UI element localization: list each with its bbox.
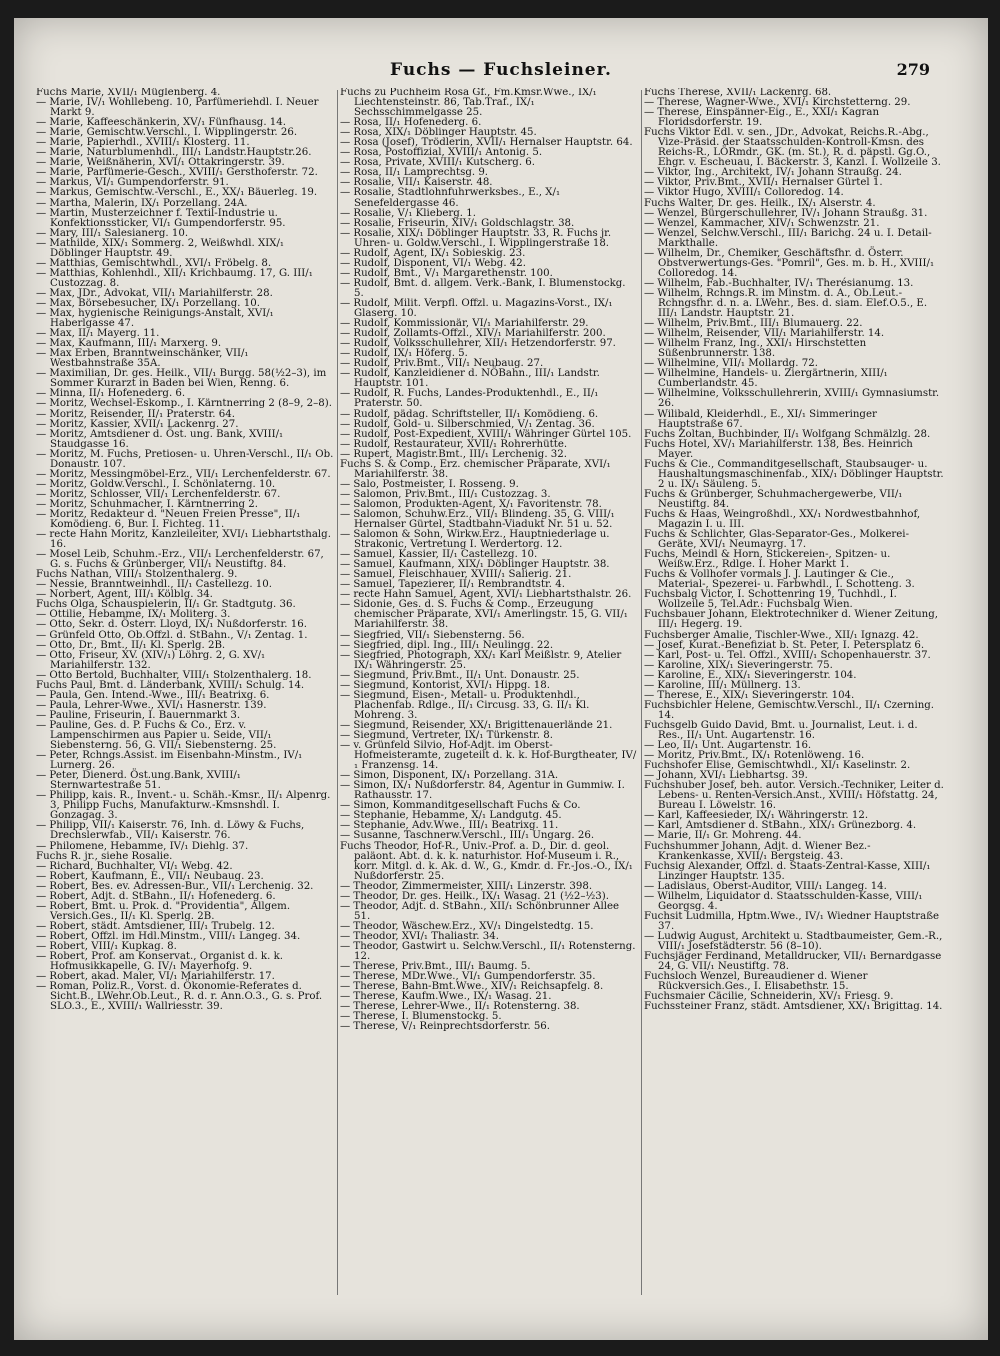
directory-entry: — Stephanie, Hebamme, X/₁ Landgutg. 45. (340, 810, 562, 822)
directory-entry: — Rosa (Josef), Trödlerin, XVII/₁ Hernalser Hauptstr. 64. (340, 137, 633, 149)
directory-entry: — Rosa, II/₁ Lamprechtsg. 9. (340, 167, 489, 179)
directory-entry: — Josef, Kurat.-Benefiziat b. St. Peter, I. Petersplatz 6. (644, 639, 925, 651)
directory-entry: — Matthias, Gemischtwhdl., XVI/₁ Fröbelg. 8. (36, 257, 272, 269)
column-left (36, 88, 334, 1328)
directory-entry: — Robert, Kaufmann, E., VII/₁ Neubaug. 23. (36, 870, 264, 882)
directory-entry: Fuchs & Grünberger, Schuhmachergewerbe, VII/₁ Neustiftg. 84. (644, 488, 903, 510)
directory-entry: — Siegfried, dipl. Ing., III/₁ Neulingg. 22. (340, 639, 554, 651)
directory-entry: — Siegmund, Kontorist, XVI/₁ Hippg. 18. (340, 679, 550, 691)
directory-entry: — Maximilian, Dr. ges. Heilk., VII/₁ Burgg. 58(½2–3), im Sommer Kurarzt in Baden bei Wien, Renng. 6. (36, 368, 327, 390)
directory-entry: — Viktor, Ing., Architekt, IV/₁ Johann Straußg. 24. (644, 167, 902, 179)
directory-entry: — Wilhelmine, Handels- u. Ziergärtnerin, XIII/₁ Cumberlandstr. 45. (644, 368, 888, 390)
directory-entry: — Marie, Weißnäherin, XVI/₁ Ottakringerstr. 39. (36, 157, 285, 169)
directory-entry: — Salomon, Priv.Bmt., III/₁ Custozzag. 3. (340, 488, 551, 500)
directory-entry: — Theodor, Adjt. d. StBahn., XII/₁ Schönbrunner Allee 51. (340, 900, 620, 922)
directory-entry: Fuchsberger Amalie, Tischler-Wwe., XII/₁ Ignazg. 42. (644, 629, 919, 641)
directory-entry: — Rosalie, V/₁ Klieberg. 1. (340, 207, 476, 219)
directory-entry: Fuchsit Ludmilla, Hptm.Wwe., IV/₁ Wiedner Hauptstraße 37. (644, 910, 940, 932)
directory-entry: Fuchs & Vollhofer vormals J. J. Lautinger & Cie., Material-, Spezerei- u. Farbwhdl., I. Schotteng. 3. (644, 569, 915, 591)
directory-entry: — Rudolf, Priv.Bmt., VII/₁ Neubaug. 27. (340, 358, 544, 370)
directory-entry: Fuchsbalg Victor, I. Schottenring 19, Tuchhdl., I. Wollzeile 5, Tel.Adr.: Fuchsbalg Wien. (644, 589, 897, 611)
directory-entry: — Siegmund, Reisender, XX/₁ Brigittenauerlände 21. (340, 719, 613, 731)
directory-entry: — Rudolf, Bmt., V/₁ Margarethenstr. 100. (340, 267, 553, 279)
directory-entry: — Therese, V/₁ Reinprechtsdorferstr. 56. (340, 1021, 551, 1033)
directory-entry: Fuchshummer Johann, Adjt. d. Wiener Bez.-Krankenkasse, XVII/₁ Bergsteig. 43. (644, 840, 871, 862)
directory-entry: Fuchs zu Puchheim Rosa Gf., Fm.Kmsr.Wwe., IX/₁ Liechtensteinstr. 86, Tab.Traf., IX/₁ Sechsschimmelgasse 25. (340, 88, 597, 119)
directory-entry: — Pauline, Friseurin, I. Bauernmarkt 3. (36, 709, 241, 721)
directory-entry: — Marie, Gemischtw.Verschl., I. Wipplingerstr. 26. (36, 127, 298, 139)
directory-entry: — Richard, Buchhalter, VI/₁ Webg. 42. (36, 860, 233, 872)
directory-entry: Fuchs Viktor Edl. v. sen., JDr., Advokat, Reichs.R.-Abg., Vize-Präsid. der Staatsschulden-Kontroll-Kmsn. des Reichs-R., LÖRmdr., GK. (m. St.), R. d. päpstl. Gg.O., Ehgr. v. Escheuau, I. Bäckerstr. 3, Kanzl. I. Wollzeile 3. (644, 127, 941, 169)
directory-entry: — Max, JDr., Advokat, VII/₁ Mariahilferstr. 28. (36, 287, 273, 299)
directory-entry: — Rudolf, Gold- u. Silberschmied, V/₁ Zentag. 36. (340, 418, 595, 430)
directory-entry: — Salomon & Sohn, Wirkw.Erz., Hauptniederlage u. Strakonic, Vertretung I. Werdertorg. 12. (340, 529, 610, 551)
directory-entry: — Samuel, Tapezierer, II/₁ Rembrandtstr. 4. (340, 579, 565, 591)
directory-entry: — Wilhelm, Liquidator d. Staatsschulden-Kasse, VIII/₁ Georgsg. 4. (644, 890, 923, 912)
directory-entry: — Rudolf, Volksschullehrer, XII/₁ Hetzendorferstr. 97. (340, 338, 616, 350)
directory-entry: — Theodor, Gastwirt u. Selchw.Verschl., II/₁ Rotensterng. 12. (340, 940, 636, 963)
directory-entry: — Siegmund, Vertreter, IX/₁ Türkenstr. 8. (340, 730, 553, 741)
directory-entry: — Rudolf, Restaurateur, XVII/₁ Rohrerhütte. (340, 438, 568, 450)
directory-entry: — Moritz, Kassier, XVII/₁ Lackenrg. 27. (36, 418, 239, 430)
directory-entry: Fuchsgelb Guido David, Bmt. u. Journalist, Leut. i. d. Res., II/₁ Unt. Augartenstr. 16. (644, 719, 918, 741)
directory-entry: — Therese, I. Blumenstockg. 5. (340, 1011, 502, 1023)
directory-entry: — Susanne, Taschnerw.Verschl., III/₁ Ungarg. 26. (340, 830, 595, 842)
directory-entry: — Paula, Lehrer-Wwe., XVI/₁ Hasnerstr. 139. (36, 699, 267, 711)
directory-entry: — Rudolf, Zollamts-Offzl., XIV/₁ Mariahilferstr. 200. (340, 328, 606, 340)
directory-entry: — Salomon, Schuhw.Erz., VII/₁ Blindeng. 35, G. VIII/₁ Hernalser Gürtel, Stadtbahn-Viadukt Nr. 51 u. 52. (340, 508, 615, 531)
directory-entry: — Moritz, Reisender, II/₁ Praterstr. 64. (36, 408, 235, 420)
directory-entry: — Siegmund, Eisen-, Metall- u. Produktenhdl., Plachenfab. Rdlge., II/₁ Circusg. 33, G. II/₁ Kl. Mohreng. 3. (340, 689, 590, 721)
directory-entry: — Moritz, Wechsel-Eskomp., I. Kärntnerring 2 (8–9, 2–8). (36, 398, 332, 410)
directory-entry: Fuchs Therese, XVII/₁ Lackenrg. 68. (644, 88, 832, 98)
directory-entry: — Moritz, Priv.Bmt., IX/₁ Rotenlöweng. 16. (644, 750, 865, 762)
directory-entry: — Karoline, III/₁ Müllnerg. 13. (644, 679, 801, 691)
directory-entry: Fuchs, Meindl & Horn, Stickereien-, Spitzen- u. Weißw.Erz., Rdlge. I. Hoher Markt 1. (644, 549, 891, 571)
directory-entry: — Therese, Bahn-Bmt.Wwe., XIV/₁ Reichsapfelg. 8. (340, 981, 604, 993)
directory-entry: — Mosel Leib, Schuhm.-Erz., VII/₁ Lerchenfelderstr. 67, G. s. Fuchs & Grünberger, VII/₁ Neustiftg. 84. (36, 549, 324, 571)
directory-entry: — Simon, IX/₁ Nußdorferstr. 84, Agentur in Gummiw. I. Rathausstr. 17. (340, 780, 625, 802)
directory-entry: Fuchs Olga, Schauspielerin, II/₁ Gr. Stadtgutg. 36. (36, 599, 296, 611)
directory-entry: — Marie, Parfümerie-Gesch., XVIII/₁ Gersthoferstr. 72. (36, 167, 318, 179)
directory-entry: Fuchs Marie, XVII/₁ Müglenberg. 4. (36, 88, 221, 98)
directory-entry: — Samuel, Fleischhauer, XVIII/₁ Salierig. 21. (340, 569, 572, 581)
directory-entry: — Robert, Offzl. im Hdl.Minstm., VIII/₁ Langeg. 34. (36, 930, 301, 942)
page-header (14, 60, 988, 86)
column-divider (641, 90, 642, 1295)
directory-entry: — Ottilie, Hebamme, IX/₁ Moliterg. 3. (36, 609, 231, 621)
directory-entry: — recte Hahn Samuel, Agent, XVI/₁ Liebhartsthalstr. 26. (340, 589, 632, 601)
directory-entry: Fuchs Theodor, Hof-R., Univ.-Prof. a. D., Dir. d. geol. paläont. Abt. d. k. k. naturhistor. Hof-Museum i. R., korr. Mitgl. d. k. Ak. d. W., G., Kmdr. d. Fr.-Jos.-O., IX/₁ Nußdorferstr. 25. (340, 840, 633, 882)
directory-entry: — Marie, IV/₁ Wohllebeng. 10, Parfümeriehdl. I. Neuer Markt 9. (36, 97, 319, 119)
directory-entry: — Therese, Priv.Bmt., III/₁ Baumg. 5. (340, 961, 531, 973)
directory-entry: Fuchsig Alexander, Offzl. d. Staats-Zentral-Kasse, XIII/₁ Linzinger Hauptstr. 135. (644, 860, 931, 882)
directory-entry: Fuchs Zoltan, Buchbinder, II/₁ Wolfgang Schmälzlg. 28. (644, 428, 931, 440)
directory-entry: — Otto Bertold, Buchhalter, VIII/₁ Stolzenthalerg. 18. (36, 669, 312, 681)
directory-entry: — Rudolf, pädag. Schriftsteller, II/₁ Komödieng. 6. (340, 408, 599, 420)
directory-entry: — Karoline, XIX/₁ Sieveringerstr. 75. (644, 659, 833, 671)
directory-entry: — Paula, Gen. Intend.-Wwe., III/₁ Beatrixg. 6. (36, 689, 270, 701)
directory-entry: — Max, Börsebesucher, IX/₁ Porzellang. 10. (36, 297, 260, 309)
directory-entry: — Philipp, kais. R., Invent.- u. Schäh.-Kmsr., II/₁ Alpenrg. 3, Philipp Fuchs, Manufakturw.-Kmsnshdl. I. Gonzagag. 3. (36, 790, 331, 822)
directory-entry: — Philomene, Hebamme, IV/₁ Diehlg. 37. (36, 840, 249, 852)
column-right (644, 88, 944, 1328)
directory-entry: — Robert, städt. Amtsdiener, III/₁ Trubelg. 12. (36, 920, 275, 932)
directory-entry: — Moritz, M. Fuchs, Pretiosen- u. Uhren-Verschl., II/₁ Ob. Donaustr. 107. (36, 448, 334, 470)
directory-entry: — Samuel, Kaufmann, XIX/₁ Döblinger Hauptstr. 38. (340, 559, 610, 571)
directory-entry: — Rudolf, R. Fuchs, Landes-Produktenhdl., E., II/₁ Praterstr. 50. (340, 388, 599, 410)
directory-entry: — Wilhelm, Dr., Chemiker, Geschäftsfhr. d. Österr. Obstverwertungs-Ges. "Pomril", Ges. m. b. H., XVIII/₁ Colloredog. 14. (644, 247, 935, 279)
directory-entry: — Marie, Naturblumenhdl., III/₁ Landstr.Hauptstr.26. (36, 147, 312, 159)
running-head: Fuchs — Fuchsleiner. (390, 60, 612, 80)
directory-entry: — Minna, II/₁ Hofenederg. 6. (36, 388, 186, 400)
directory-entry: — Therese, Einspänner-Eig., E., XXI/₁ Kagran Floridsdorferstr. 19. (644, 107, 880, 129)
directory-entry: — Rudolf, Kanzleidiener d. NÖBahn., III/₁ Landstr. Hauptstr. 101. (340, 368, 600, 390)
directory-entry: — Robert, akad. Maler, VI/₁ Mariahilferstr. 17. (36, 971, 275, 983)
directory-entry: — Marie, Kaffeeschänkerin, XV/₁ Fünfhausg. 14. (36, 117, 286, 129)
directory-entry: — Therese, Lehrer-Wwe., II/₁ Rotensterng. 38. (340, 1001, 580, 1013)
directory-entry: — Rosa, Postoffizial, XVIII/₁ Antonig. 5. (340, 147, 543, 159)
directory-entry: — Wilhelmine, VII/₁ Mollardg. 72. (644, 358, 818, 370)
directory-entry: — Martha, Malerin, IX/₁ Porzellang. 24A. (36, 197, 248, 209)
directory-entry: — Sidonie, Ges. d. S. Fuchs & Comp., Erzeugung chemischer Präparate, XVI/₁ Amerlingstr. 15, G. VII/₁ Mariahilferstr. 38. (340, 599, 628, 631)
directory-entry: — Robert, VIII/₁ Kupkag. 8. (36, 940, 177, 952)
directory-entry: Fuchs & Schlichter, Glas-Separator-Ges., Molkerei-Geräte, XVI/₁ Neumayrg. 17. (644, 529, 910, 551)
directory-entry: Fuchs Paul, Bmt. d. Länderbank, XVIII/₁ Schulg. 14. (36, 679, 305, 691)
directory-entry: — Stephanie, Adv.Wwe., III/₁ Beatrixg. 11. (340, 820, 559, 832)
directory-entry: — Rudolf, IX/₁ Höferg. 5. (340, 348, 468, 360)
directory-entry: — Theodor, Dr. ges. Heilk., IX/₁ Wasag. 21 (½2–½3). (340, 890, 609, 902)
directory-entry: — Ladislaus, Oberst-Auditor, VIII/₁ Langeg. 14. (644, 880, 887, 892)
directory-entry: — Marie, II/₁ Gr. Mohreng. 44. (644, 830, 802, 842)
directory-entry: — Robert, Prof. am Konservat., Organist d. k. k. Hofmusikkapelle, G. IV/₁ Mayerhofg. 9. (36, 951, 283, 973)
directory-entry: — Wilhelm, Fab.-Buchhalter, IV/₁ Therésianumg. 13. (644, 277, 914, 289)
directory-entry: — Siegmund, Priv.Bmt., II/₁ Unt. Donaustr. 25. (340, 669, 580, 681)
directory-entry: — Moritz, Messingmöbel-Erz., VII/₁ Lerchenfelderstr. 67. (36, 468, 331, 480)
directory-entry: — Therese, Wagner-Wwe., XVI/₁ Kirchstetterng. 29. (644, 97, 911, 109)
directory-entry: — Moritz, Schlosser, VII/₁ Lerchenfelderstr. 67. (36, 488, 281, 500)
directory-entry: — Otto, Friseur, XV. (XIV/₁) Löhrg. 2, G. XV/₁ Mariahilferstr. 132. (36, 649, 266, 671)
directory-entry: — Salo, Postmeister, I. Rosseng. 9. (340, 478, 519, 490)
page-number: 279 (896, 60, 930, 79)
directory-entry: — Theodor, Wäschew.Erz., XV/₁ Dingelstedtg. 15. (340, 920, 594, 932)
directory-entry: — Theodor, Zimmermeister, XIII/₁ Linzerstr. 398. (340, 880, 593, 892)
directory-entry: — Markus, VI/₁ Gumpendorferstr. 91. (36, 177, 229, 189)
directory-entry: — Wilibald, Kleiderhdl., E., XI/₁ Simmeringer Hauptstraße 67. (644, 408, 877, 430)
directory-entry: — Pauline, Ges. d. P. Fuchs & Co., Erz. v. Lampenschirmen aus Papier u. Seide, VII/₁ Siebensterng. 56, G. VII/₁ Siebensterng. 25. (36, 719, 277, 752)
directory-entry: — Wilhelm Franz, Ing., XXI/₁ Hirschstetten Süßenbrunnerstr. 138. (644, 338, 867, 360)
directory-entry: — Ludwig August, Architekt u. Stadtbaumeister, Gem.-R., VIII/₁ Josefstädterstr. 56 (8–10). (644, 930, 943, 952)
directory-entry: — Robert, Bmt. u. Prok. d. "Providentia", Allgem. Versich.Ges., II/₁ Kl. Sperlg. 2B. (36, 900, 291, 922)
directory-entry: — v. Grünfeld Silvio, Hof-Adjt. im Oberst-Hofmeisteramte, zugeteilt d. k. k. Hof-Burgtheater, IV/₁ Franzensg. 14. (340, 740, 637, 772)
directory-entry: — Peter, Rchngs.Assist. im Eisenbahn-Minstm., IV/₁ Lurnerg. 26. (36, 750, 303, 772)
directory-entry: — Max, hygienische Reinigungs-Anstalt, XVI/₁ Haberlgasse 47. (36, 308, 274, 330)
directory-entry: — Leo, II/₁ Unt. Augartenstr. 16. (644, 740, 812, 752)
directory-entry: Fuchshofer Elise, Gemischtwhdl., XI/₁ Kaselinstr. 2. (644, 760, 911, 772)
directory-entry: — Moritz, Schuhmacher, I. Kärntnerring 2. (36, 498, 259, 510)
directory-entry: — Rosalie, Stadtlohnfuhrwerksbes., E., X/₁ Senefeldergasse 46. (340, 187, 561, 209)
directory-entry: — Grünfeld Otto, Ob.Offzl. d. StBahn., V/₁ Zentag. 1. (36, 629, 308, 641)
directory-entry: — Marie, Papierhdl., XVIII/₁ Klosterg. 11. (36, 137, 250, 149)
directory-entry: — Rudolf, Disponent, VI/₁ Webg. 42. (340, 257, 527, 269)
directory-entry: — Karl, Kaffeesieder, IX/₁ Währingerstr. 12. (644, 810, 869, 822)
directory-entry: — Mary, III/₁ Salesianerg. 10. (36, 227, 189, 239)
directory-entry: — Robert, Adjt. d. StBahn., II/₁ Hofenederg. 6. (36, 890, 276, 902)
directory-entry: — Therese, MDr.Wwe., VI/₁ Gumpendorferstr. 35. (340, 971, 596, 983)
directory-entry: — Moritz, Amtsdiener d. Öst. ung. Bank, XVIII/₁ Staudgasse 16. (36, 428, 284, 450)
directory-entry: — Max, II/₁ Mayerg. 11. (36, 328, 160, 340)
directory-entry: Fuchs R. jr., siehe Rosalie. (36, 850, 173, 862)
directory-entry: — Salomon, Produkten-Agent, X/₁ Favoritenstr. 78. (340, 498, 602, 510)
directory-entry: Fuchs Nathan, VIII/₁ Stolzenthalerg. 9. (36, 569, 238, 581)
directory-entry: — Samuel, Kassier, II/₁ Castellezg. 10. (340, 549, 538, 561)
directory-entry: Fuchshuber Josef, beh. autor. Versich.-Techniker, Leiter d. Lebens- u. Renten-Versich.Anst., XVIII/₁ Höfstattg. 24, Bureau I. Löwelstr. 16. (644, 780, 944, 812)
directory-entry: — Rosa, Private, XVIII/₁ Kutscherg. 6. (340, 157, 536, 169)
directory-entry: — Nessie, Branntweinhdl., II/₁ Castellezg. 10. (36, 579, 272, 591)
directory-entry: — Norbert, Agent, III/₁ Kölblg. 34. (36, 589, 213, 601)
directory-entry: — Markus, Gemischtw.-Verschl., E., XX/₁ Bäuerleg. 19. (36, 187, 318, 199)
directory-entry: — Rupert, Magistr.Bmt., III/₁ Lerchenig. 32. (340, 448, 568, 460)
directory-entry: Fuchsloch Wenzel, Bureaudiener d. Wiener Rückversich.Ges., I. Elisabethstr. 15. (644, 971, 868, 993)
directory-entry: — Karl, Amtsdiener d. StBahn., XIX/₁ Grünezborg. 4. (644, 820, 917, 832)
directory-entry: — Peter, Dienerd. Öst.ung.Bank, XVIII/₁ Sternwartestraße 51. (36, 770, 241, 792)
directory-entry: — Moritz, Redakteur d. "Neuen Freien Presse", II/₁ Komödieng. 6, Bur. I. Fichteg. 11. (36, 508, 301, 531)
directory-entry: — Max Erben, Branntweinschänker, VII/₁ Westbahnstraße 35A. (36, 348, 249, 370)
directory-entry: — Rosalie, VII/₁ Kaiserstr. 48. (340, 177, 493, 189)
directory-entry: — Therese, E., XIX/₁ Sieveringerstr. 104. (644, 689, 855, 701)
directory-entry: — Moritz, Goldw.Verschl., I. Schönlaterng. 10. (36, 478, 276, 490)
directory-entry: — Karoline, E., XIX/₁ Sieveringerstr. 104. (644, 669, 857, 681)
directory-entry: — Wenzel, Kammacher, XIV/₁ Schwenzstr. 21. (644, 217, 880, 229)
directory-entry: Fuchs & Haas, Weingroßhdl., XX/₁ Nordwestbahnhof, Magazin I. u. III. (644, 508, 921, 531)
directory-entry: Fuchsbichler Helene, Gemischtw.Verschl., II/₁ Czerning. 14. (644, 699, 935, 721)
directory-entry: — Rosa, II/₁ Hofenederg. 6. (340, 117, 482, 129)
directory-entry: — Robert, Bes. ev. Adressen-Bur., VII/₁ Lerchenig. 32. (36, 880, 314, 892)
directory-entry: — Rudolf, Bmt. d. allgem. Verk.-Bank, I. Blumenstockg. 5. (340, 277, 626, 299)
directory-entry: — Matthias, Kohlenhdl., XII/₁ Krichbaumg. 17, G. III/₁ Custozzag. 8. (36, 267, 313, 289)
directory-entry: — Otto, Dr., Bmt., II/₁ Kl. Sperlg. 2B. (36, 639, 226, 651)
directory-entry: — Rudolf, Kommissionär, VI/₁ Mariahilferstr. 29. (340, 318, 589, 330)
directory-entry: Fuchs Hotel, XV/₁ Mariahilferstr. 138, Bes. Heinrich Mayer. (644, 438, 913, 460)
directory-page (14, 18, 988, 1340)
directory-entry: — Therese, Kaufm.Wwe., IX/₁ Wasag. 21. (340, 991, 552, 1003)
directory-entry: Fuchs S. & Comp., Erz. chemischer Präparate, XVI/₁ Mariahilferstr. 38. (340, 458, 611, 480)
directory-entry: — Viktor, Priv.Bmt., XVII/₁ Hernalser Gürtel 1. (644, 177, 883, 189)
directory-entry: — Mathilde, XIX/₁ Sommerg. 2, Weißwhdl. XIX/₁ Döblinger Hauptstr. 49. (36, 237, 285, 259)
column-middle (340, 88, 638, 1328)
directory-entry: — Wilhelmine, Volksschullehrerin, XVIII/₁ Gymnasiumstr. 26. (644, 388, 940, 410)
directory-entry: — Rudolf, Post-Expedient, XVIII/₁ Währinger Gürtel 105. (340, 428, 632, 440)
directory-entry: — Max, Kaufmann, III/₁ Marxerg. 9. (36, 338, 222, 350)
directory-entry: — Karl, Post- u. Tel. Offzl., XVIII/₁ Schopenhauerstr. 37. (644, 649, 931, 661)
directory-entry: Fuchsmaier Cäcilie, Schneiderin, XV/₁ Friesg. 9. (644, 991, 894, 1003)
directory-entry: Fuchsjäger Ferdinand, Metalldrucker, VII/₁ Bernardgasse 24, G. VII/₁ Neustiftg. 78. (644, 951, 942, 973)
directory-entry: Fuchs Walter, Dr. ges. Heilk., IX/₁ Alserstr. 4. (644, 197, 876, 209)
directory-entry: — Rosa, XIX/₁ Döblinger Hauptstr. 45. (340, 127, 537, 139)
directory-entry: — Philipp, VII/₁ Kaiserstr. 76, Inh. d. Löwy & Fuchs, Drechslerwfab., VII/₁ Kaiserstr. 76. (36, 820, 305, 842)
directory-entry: — Wenzel, Bürgerschullehrer, IV/₁ Johann Straußg. 31. (644, 207, 928, 219)
directory-entry: — Martin, Musterzeichner f. Textil-Industrie u. Konfektionssticker, VI/₁ Gumpendorferstr. 95. (36, 207, 286, 229)
directory-entry: — Wenzel, Selchw.Verschl., III/₁ Barichg. 24 u. I. Detail-Markthalle. (644, 227, 932, 249)
directory-entry: — Johann, XVI/₁ Liebhartsg. 39. (644, 770, 808, 782)
directory-entry: — Wilhelm, Rchngs.R. im Minstm. d. A., Ob.Leut.-Rchngsfhr. d. n. a. LWehr., Bes. d. siam. Elef.O.5., E. III/₁ Landstr. Hauptstr. 21. (644, 287, 928, 320)
directory-entry: — Simon, Disponent, IX/₁ Porzellang. 31A. (340, 770, 559, 782)
directory-entry: — recte Hahn Moritz, Kanzleileiter, XVI/₁ Liebhartsthalg. 16. (36, 529, 331, 551)
directory-entry: — Wilhelm, Reisender, VII/₁ Mariahilferstr. 14. (644, 328, 885, 340)
directory-entry: — Rudolf, Milit. Verpfl. Offzl. u. Magazins-Vorst., IX/₁ Glaserg. 10. (340, 297, 613, 320)
column-divider (337, 90, 338, 1295)
directory-entry: — Rosalie, XIX/₁ Döblinger Hauptstr. 33, R. Fuchs jr. Uhren- u. Goldw.Verschl., I. Wipplingerstraße 18. (340, 227, 612, 249)
directory-entry: — Rosalie, Friseurin, XIV/₁ Goldschlagstr. 38. (340, 217, 575, 229)
directory-entry: — Otto, Sekr. d. Österr. Lloyd, IX/₁ Nußdorferstr. 16. (36, 619, 307, 631)
directory-entry: — Siegfried, Photograph, XX/₁ Karl Meißlstr. 9, Atelier IX/₁ Währingerstr. 25. (340, 649, 622, 671)
directory-entry: Fuchsbauer Johann, Elektrotechniker d. Wiener Zeitung, III/₁ Hegerg. 19. (644, 609, 938, 631)
directory-entry: — Siegfried, VII/₁ Siebensterng. 56. (340, 629, 525, 641)
directory-entry: — Simon, Kommanditgesellschaft Fuchs & Co. (340, 800, 581, 812)
directory-entry: — Wilhelm, Priv.Bmt., III/₁ Blumauerg. 22. (644, 318, 863, 330)
directory-entry: Fuchssteiner Franz, städt. Amtsdiener, XX/₁ Brigittag. 14. (644, 1001, 943, 1013)
directory-entry: — Rudolf, Agent, IX/₁ Sobieskig. 23. (340, 247, 526, 259)
directory-entry: — Roman, Poliz.R., Vorst. d. Ökonomie-Referates d. Sicht.B., LWehr.Ob.Leut., R. d. r. Ann.O.3., G. s. Prof. SLO.3., E., XVIII/₁ Wallriesstr. 39. (36, 981, 323, 1013)
directory-entry: — Viktor Hugo, XVIII/₁ Colloredog. 14. (644, 187, 844, 199)
directory-entry: Fuchs & Cie., Commanditgesellschaft, Staubsauger- u. Haushaltungsmaschinenfab., XIX/₁ Döblinger Hauptstr. 2 u. IX/₁ Säuleng. 5. (644, 458, 944, 490)
directory-entry: — Theodor, XVI/₁ Thaliastr. 34. (340, 930, 499, 942)
